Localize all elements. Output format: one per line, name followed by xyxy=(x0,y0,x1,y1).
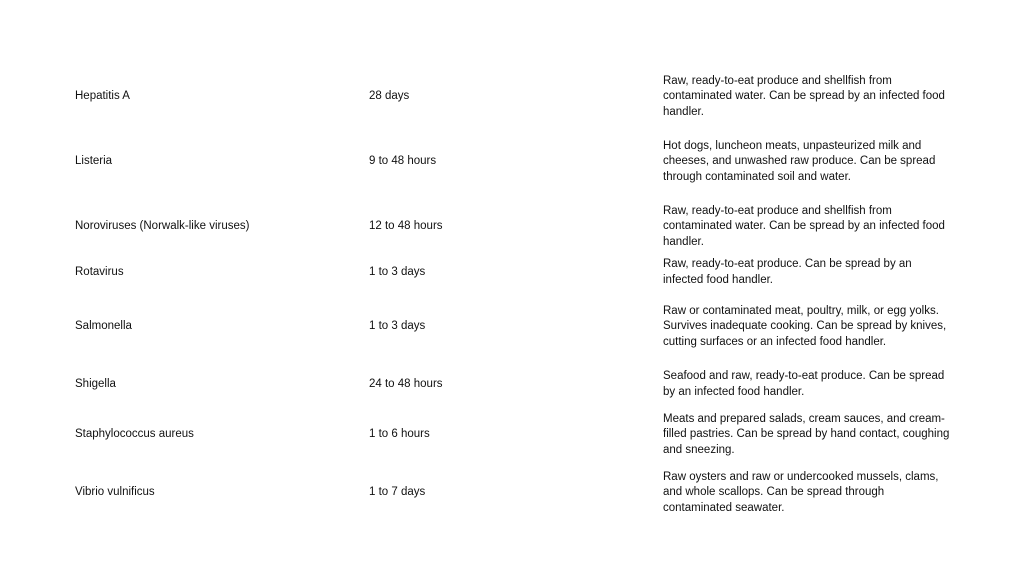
food-sources: Raw, ready-to-eat produce and shellfish from contaminated water. Can be spread by an infected food handler. xyxy=(663,74,945,118)
table-row xyxy=(75,202,955,252)
illness-name: Listeria xyxy=(75,155,113,168)
table-row xyxy=(75,410,955,460)
illness-name: Hepatitis A xyxy=(75,90,130,103)
food-sources: Raw or contaminated meat, poultry, milk, or egg yolks. Survives inadequate cooking. Can be spread by knives, cutting surfaces or an infected food handler. xyxy=(663,304,947,348)
food-sources: Raw, ready-to-eat produce. Can be spread by an infected food handler. xyxy=(663,258,912,286)
table-row xyxy=(75,468,955,518)
onset-time: 28 days xyxy=(369,90,410,103)
table-row xyxy=(75,72,955,122)
onset-time: 1 to 6 hours xyxy=(369,428,430,441)
table-row xyxy=(75,256,955,290)
food-sources: Hot dogs, luncheon meats, unpasteurized milk and cheeses, and unwashed raw produce. Can be spread through contaminated soil and water. xyxy=(663,139,936,183)
food-sources: Seafood and raw, ready-to-eat produce. Can be spread by an infected food handler. xyxy=(663,370,945,398)
illness-name: Shigella xyxy=(75,378,116,391)
onset-time: 1 to 3 days xyxy=(369,320,426,333)
food-sources: Raw oysters and raw or undercooked mussels, clams, and whole scallops. Can be spread through contaminated seawater. xyxy=(663,470,939,514)
table-row xyxy=(75,137,955,187)
illness-name: Salmonella xyxy=(75,320,132,333)
table-row xyxy=(75,368,955,402)
onset-time: 1 to 7 days xyxy=(369,486,426,499)
onset-time: 24 to 48 hours xyxy=(369,378,443,391)
onset-time: 12 to 48 hours xyxy=(369,220,443,233)
onset-time: 1 to 3 days xyxy=(369,266,426,279)
onset-time: 9 to 48 hours xyxy=(369,155,437,168)
illness-name: Vibrio vulnificus xyxy=(75,486,155,499)
illness-name: Staphylococcus aureus xyxy=(75,428,194,441)
food-sources: Meats and prepared salads, cream sauces, and cream-filled pastries. Can be spread by hand contact, coughing and sneezing. xyxy=(663,412,950,456)
food-sources: Raw, ready-to-eat produce and shellfish from contaminated water. Can be spread by an infected food handler. xyxy=(663,204,945,248)
illness-name: Rotavirus xyxy=(75,266,124,279)
illness-name: Noroviruses (Norwalk-like viruses) xyxy=(75,220,250,233)
table-row xyxy=(75,302,955,352)
